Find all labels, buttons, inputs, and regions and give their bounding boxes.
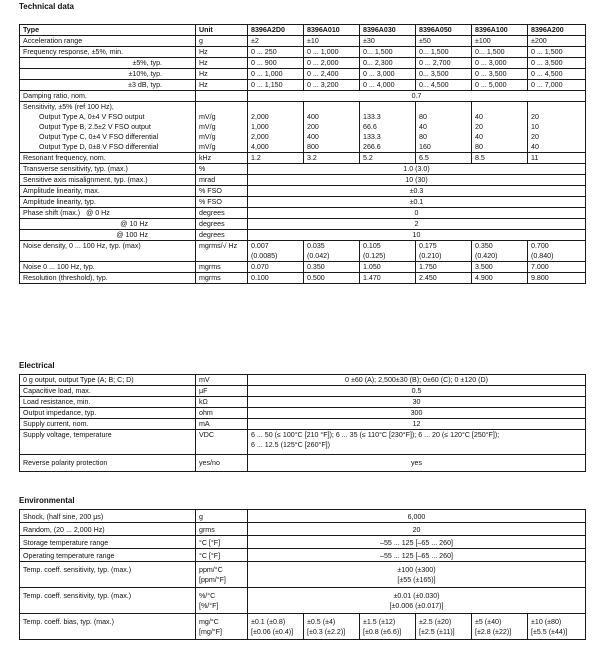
value-line: (0.0085) — [251, 252, 278, 260]
cell-value: 0.500 — [304, 273, 360, 284]
row-label: Shock, (half sine, 200 μs) — [20, 510, 196, 523]
sensitivity-row — [20, 102, 586, 153]
cell-value: ±200 — [528, 36, 586, 47]
value-line: 6 ... 50 (≤ 100°C [210 °F]); 6 ... 35 (≤ 110°C [230°F]); 6 ... 20 (≤ 120°C [250°F]); — [251, 431, 500, 439]
value-line: ±100 (±300) — [397, 566, 436, 574]
row-unit: mgrms — [196, 273, 248, 284]
cell-value: 12 — [248, 419, 586, 430]
cell-value: 5.2 — [360, 153, 416, 164]
cell-value: –55 ... 125 [–65 ... 260] — [248, 536, 586, 549]
value-line: 66.6 — [363, 123, 377, 131]
cell-value: 1.2 — [248, 153, 304, 164]
row-label: Temp. coeff. bias, typ. (max.) — [20, 614, 196, 640]
row-label: Amplitude linearity, typ. — [20, 197, 196, 208]
value-line: 6 ... 12.5 (125°C [260°F]) — [251, 441, 331, 449]
row-unit: % FSO — [196, 197, 248, 208]
cell-value: 0... 3,500 — [416, 69, 472, 80]
cell-value: 0 ... 250 — [248, 47, 304, 58]
cell-value — [528, 102, 586, 153]
freq-3db-row — [20, 80, 586, 91]
cell-value: 10 (30) — [248, 175, 586, 186]
cell-value: 11 — [528, 153, 586, 164]
cell-value: 6.5 — [416, 153, 472, 164]
row-label: Sensitive axis misalignment, typ. (max.) — [20, 175, 196, 186]
damping-row — [20, 91, 586, 102]
cell-value: 0 ... 3,200 — [304, 80, 360, 91]
row-label — [20, 102, 196, 153]
cell-value: 0.5 — [248, 386, 586, 397]
row-unit: μF — [196, 386, 248, 397]
cell-value: 4.900 — [472, 273, 528, 284]
technical-data-table — [19, 24, 586, 284]
cell-value: 1.470 — [360, 273, 416, 284]
cell-value: 0 ... 3,000 — [472, 58, 528, 69]
supply-current-row — [20, 419, 586, 430]
row-unit: % FSO — [196, 186, 248, 197]
cell-value: 2 — [248, 219, 586, 230]
cell-value: 0 ... 1,500 — [528, 47, 586, 58]
row-label: Capacitive load, max. — [20, 386, 196, 397]
value-line: [±2.5 (±11)] — [419, 628, 455, 636]
cell-value: 2.450 — [416, 273, 472, 284]
cell-value: 0.070 — [248, 262, 304, 273]
row-label: Supply current, nom. — [20, 419, 196, 430]
row-unit — [196, 102, 248, 153]
value-line: ±1.5 (±12) — [363, 618, 396, 626]
header-model: 8396A200 — [528, 25, 586, 36]
linearity-max-row — [20, 186, 586, 197]
value-line: 40 — [475, 113, 483, 121]
cell-value — [248, 614, 304, 640]
value-line: 1,000 — [251, 123, 269, 131]
noise-density-row — [20, 241, 586, 262]
row-unit: degrees — [196, 219, 248, 230]
zero-g-row — [20, 375, 586, 386]
sensitivity-type-a: Output Type A, 0±4 V FSO output — [39, 113, 145, 121]
row-label: Load resistance, min. — [20, 397, 196, 408]
environmental-table — [19, 509, 586, 640]
unit-line: [%/°F] — [199, 602, 219, 610]
row-unit: mgrms/√ Hz — [196, 241, 248, 262]
cell-value: ±0.1 — [248, 197, 586, 208]
row-label-text: ±10%, typ. — [128, 70, 162, 78]
cell-value — [528, 614, 586, 640]
value-line: 800 — [307, 143, 319, 151]
cell-value — [304, 102, 360, 153]
row-label-text: @ 10 Hz — [120, 220, 148, 228]
header-model: 8396A2D0 — [248, 25, 304, 36]
value-line: [±0.3 (±2.2)] — [307, 628, 346, 636]
row-unit: Hz — [196, 69, 248, 80]
row-unit: % — [196, 164, 248, 175]
row-label — [20, 69, 196, 80]
sensitivity-type-d: Output Type D, 0±8 V FSO differential — [39, 143, 159, 151]
value-line: [±2.8 (±22)] — [475, 628, 512, 636]
row-label: Resonant frequency, nom. — [20, 153, 196, 164]
row-unit — [196, 91, 248, 102]
phase-0-row — [20, 208, 586, 219]
value-line: 0.105 — [363, 242, 381, 250]
cell-value: 1.0 (3.0) — [248, 164, 586, 175]
load-resistance-row — [20, 397, 586, 408]
row-unit — [196, 588, 248, 614]
row-unit: yes/no — [196, 455, 248, 472]
unit-line: [ppm/°F] — [199, 576, 226, 584]
value-line: 20 — [531, 113, 539, 121]
header-model: 8396A100 — [472, 25, 528, 36]
cell-value — [304, 241, 360, 262]
freq-10-row — [20, 69, 586, 80]
header-type: Type — [20, 25, 196, 36]
row-label: Acceleration range — [20, 36, 196, 47]
row-unit: VDC — [196, 430, 248, 455]
row-label: Amplitude linearity, max. — [20, 186, 196, 197]
row-label: Resolution (threshold), typ. — [20, 273, 196, 284]
value-line: ±0.5 (±4) — [307, 618, 336, 626]
value-line: 80 — [475, 143, 483, 151]
cell-value: 7.000 — [528, 262, 586, 273]
row-label: Temp. coeff. sensitivity, typ. (max.) — [20, 562, 196, 588]
linearity-typ-row — [20, 197, 586, 208]
value-line: ±10 (±80) — [531, 618, 562, 626]
value-line: 10 — [531, 123, 539, 131]
cell-value: 300 — [248, 408, 586, 419]
row-unit: mrad — [196, 175, 248, 186]
row-label-text: ±5%, typ. — [132, 59, 162, 67]
electrical-table — [19, 374, 586, 472]
value-line: [±5.5 (±44)] — [531, 628, 568, 636]
cell-value: 8.5 — [472, 153, 528, 164]
value-line: ±5 (±40) — [475, 618, 502, 626]
value-line: 133.3 — [363, 133, 381, 141]
row-label: Phase shift (max.) @ 0 Hz — [20, 208, 196, 219]
cell-value: 0.100 — [248, 273, 304, 284]
cell-value: 0 ... 1,150 — [248, 80, 304, 91]
row-unit: g — [196, 36, 248, 47]
value-line: 0.035 — [307, 242, 325, 250]
value-line: [±0.8 (±6.6)] — [363, 628, 402, 636]
value-line: 160 — [419, 143, 431, 151]
row-unit: Hz — [196, 47, 248, 58]
accel-range-row — [20, 36, 586, 47]
value-line: 200 — [307, 123, 319, 131]
row-unit: degrees — [196, 208, 248, 219]
row-label: Temp. coeff. sensitivity, typ. (max.) — [20, 588, 196, 614]
cell-value: yes — [248, 455, 586, 472]
header-unit: Unit — [196, 25, 248, 36]
row-label: Transverse sensitivity, typ. (max.) — [20, 164, 196, 175]
freq-typ-row — [20, 58, 586, 69]
cell-value: 0 ... 1,000 — [304, 47, 360, 58]
cell-value — [360, 241, 416, 262]
cell-value: 0 — [248, 208, 586, 219]
value-line: (0.042) — [307, 252, 330, 260]
cell-value: ±0.3 — [248, 186, 586, 197]
temp-coeff-bias-row — [20, 614, 586, 640]
row-label: Random, (20 ... 2,000 Hz) — [20, 523, 196, 536]
cell-value: 20 — [248, 523, 586, 536]
unit-line: ppm/°C — [199, 566, 223, 574]
row-label: Noise density, 0 ... 100 Hz, typ. (max) — [20, 241, 196, 262]
value-line: 80 — [419, 133, 427, 141]
value-line: 80 — [419, 113, 427, 121]
cell-value: 0 ... 1,000 — [248, 69, 304, 80]
row-label: 0 g output, output Type (A; B; C; D) — [20, 375, 196, 386]
row-label-text: ±3 dB, typ. — [128, 81, 162, 89]
row-label: Reverse polarity protection — [20, 455, 196, 472]
value-line: 0.700 — [531, 242, 549, 250]
misalignment-row — [20, 175, 586, 186]
cell-value — [472, 102, 528, 153]
value-line: 0.350 — [475, 242, 493, 250]
value-line: 4,000 — [251, 143, 269, 151]
unit-line: mV/g — [199, 143, 216, 151]
transverse-row — [20, 164, 586, 175]
row-unit: °C [°F] — [196, 549, 248, 562]
unit-line: mV/g — [199, 123, 216, 131]
cell-value: 0 ... 2,700 — [416, 58, 472, 69]
cell-value — [360, 614, 416, 640]
row-label: Noise 0 ... 100 Hz, typ. — [20, 262, 196, 273]
value-line: (0.125) — [363, 252, 386, 260]
noise-row — [20, 262, 586, 273]
value-line: 400 — [307, 133, 319, 141]
row-unit: ohm — [196, 408, 248, 419]
cell-value — [248, 588, 586, 614]
value-line: 2,000 — [251, 133, 269, 141]
cell-value — [416, 102, 472, 153]
row-unit: grms — [196, 523, 248, 536]
row-label: Frequency response, ±5%, min. — [20, 47, 196, 58]
value-line: (0.840) — [531, 252, 554, 260]
value-line: 133.3 — [363, 113, 381, 121]
row-label — [20, 80, 196, 91]
temp-coeff-sensitivity-pct-row — [20, 588, 586, 614]
cell-value: 0 ... 2,000 — [304, 58, 360, 69]
header-model: 8396A010 — [304, 25, 360, 36]
reverse-polarity-row — [20, 455, 586, 472]
environmental-title: Environmental — [19, 496, 75, 505]
row-label — [20, 58, 196, 69]
sensitivity-title: Sensitivity, ±5% (ref 100 Hz), — [23, 103, 114, 111]
cell-value: 0 ... 3,000 — [360, 69, 416, 80]
cell-value: 10 — [248, 230, 586, 241]
row-unit: mgrms — [196, 262, 248, 273]
value-line: 2,000 — [251, 113, 269, 121]
cell-value: 0.7 — [248, 91, 586, 102]
row-unit — [196, 562, 248, 588]
cell-value: 9.800 — [528, 273, 586, 284]
cell-value: ±30 — [360, 36, 416, 47]
sensitivity-type-c: Output Type C, 0±4 V FSO differential — [39, 133, 159, 141]
value-line: (0.420) — [475, 252, 498, 260]
value-line: ±0.1 (±0.8) — [251, 618, 286, 626]
row-unit: mV — [196, 375, 248, 386]
cell-value: 0 ... 2,400 — [304, 69, 360, 80]
cell-value: 30 — [248, 397, 586, 408]
value-line: [±0.006 (±0.017)] — [389, 602, 444, 610]
row-label: Operating temperature range — [20, 549, 196, 562]
value-line: ±0.01 (±0.030) — [393, 592, 440, 600]
row-unit: Hz — [196, 58, 248, 69]
cell-value: ±2 — [248, 36, 304, 47]
random-row — [20, 523, 586, 536]
header-model: 8396A030 — [360, 25, 416, 36]
row-label: Output impedance, typ. — [20, 408, 196, 419]
cell-value — [472, 614, 528, 640]
cell-value: ±50 — [416, 36, 472, 47]
header-model: 8396A050 — [416, 25, 472, 36]
unit-line: mV/g — [199, 133, 216, 141]
freq-min-row — [20, 47, 586, 58]
phase-100-row — [20, 230, 586, 241]
value-line: 40 — [419, 123, 427, 131]
cell-value — [248, 430, 586, 455]
value-line: 40 — [475, 133, 483, 141]
cell-value: –55 ... 125 [–65 ... 260] — [248, 549, 586, 562]
row-unit: Hz — [196, 80, 248, 91]
cell-value — [248, 102, 304, 153]
cell-value — [416, 614, 472, 640]
cell-value: 0... 2,300 — [360, 58, 416, 69]
row-unit: mA — [196, 419, 248, 430]
storage-temp-row — [20, 536, 586, 549]
electrical-title: Electrical — [19, 361, 55, 370]
supply-voltage-row — [20, 430, 586, 455]
unit-line: mg/°C — [199, 618, 219, 626]
cell-value: 0... 1,500 — [416, 47, 472, 58]
cell-value: 0 ... 7,000 — [528, 80, 586, 91]
row-unit: kΩ — [196, 397, 248, 408]
value-line: 20 — [531, 133, 539, 141]
cell-value: 3.2 — [304, 153, 360, 164]
row-label: Damping ratio, nom. — [20, 91, 196, 102]
row-unit — [196, 614, 248, 640]
value-line: [±0.06 (±0.4)] — [251, 628, 294, 636]
cell-value: ±100 — [472, 36, 528, 47]
value-line: 400 — [307, 113, 319, 121]
value-line: 40 — [531, 143, 539, 151]
sensitivity-type-b: Output Type B, 2.5±2 V FSO output — [39, 123, 151, 131]
resonant-row — [20, 153, 586, 164]
row-label-text: @ 100 Hz — [116, 231, 148, 239]
value-line: 266.6 — [363, 143, 381, 151]
row-unit: degrees — [196, 230, 248, 241]
cell-value: 6,000 — [248, 510, 586, 523]
value-line: [±55 (±165)] — [397, 576, 436, 584]
capacitive-load-row — [20, 386, 586, 397]
row-label — [20, 230, 196, 241]
cell-value: ±10 — [304, 36, 360, 47]
cell-value: 0... 4,500 — [416, 80, 472, 91]
value-line: ±2.5 (±20) — [419, 618, 452, 626]
cell-value — [304, 614, 360, 640]
temp-coeff-sensitivity-ppm-row — [20, 562, 586, 588]
operating-temp-row — [20, 549, 586, 562]
cell-value: 1.050 — [360, 262, 416, 273]
unit-line: mV/g — [199, 113, 216, 121]
cell-value: 0 ... 4,000 — [360, 80, 416, 91]
cell-value: 0 ... 5,000 — [472, 80, 528, 91]
cell-value — [472, 241, 528, 262]
cell-value — [248, 562, 586, 588]
phase-10-row — [20, 219, 586, 230]
cell-value — [360, 102, 416, 153]
cell-value: 0... 1,500 — [360, 47, 416, 58]
shock-row — [20, 510, 586, 523]
resolution-row — [20, 273, 586, 284]
cell-value — [416, 241, 472, 262]
row-label: Storage temperature range — [20, 536, 196, 549]
value-line: 20 — [475, 123, 483, 131]
row-unit: °C [°F] — [196, 536, 248, 549]
row-label: Supply voltage, temperature — [20, 430, 196, 455]
cell-value: 0 ... 4,500 — [528, 69, 586, 80]
cell-value: 1.750 — [416, 262, 472, 273]
value-line: 0.175 — [419, 242, 437, 250]
cell-value: 0 ... 900 — [248, 58, 304, 69]
cell-value — [248, 241, 304, 262]
technical-data-title: Technical data — [19, 2, 74, 11]
row-label — [20, 219, 196, 230]
cell-value: 3.500 — [472, 262, 528, 273]
output-impedance-row — [20, 408, 586, 419]
cell-value: 0... 1,500 — [472, 47, 528, 58]
row-unit: g — [196, 510, 248, 523]
value-line: 0.007 — [251, 242, 269, 250]
cell-value: 0 ±60 (A); 2,500±30 (B); 0±60 (C); 0 ±120 (D) — [248, 375, 586, 386]
value-line: (0.210) — [419, 252, 442, 260]
row-unit: kHz — [196, 153, 248, 164]
cell-value — [528, 241, 586, 262]
header-row — [20, 25, 586, 36]
cell-value: 0 ... 3,500 — [528, 58, 586, 69]
cell-value: 0 ... 3,500 — [472, 69, 528, 80]
unit-line: %/°C — [199, 592, 216, 600]
unit-line: [mg/°F] — [199, 628, 222, 636]
cell-value: 0.350 — [304, 262, 360, 273]
